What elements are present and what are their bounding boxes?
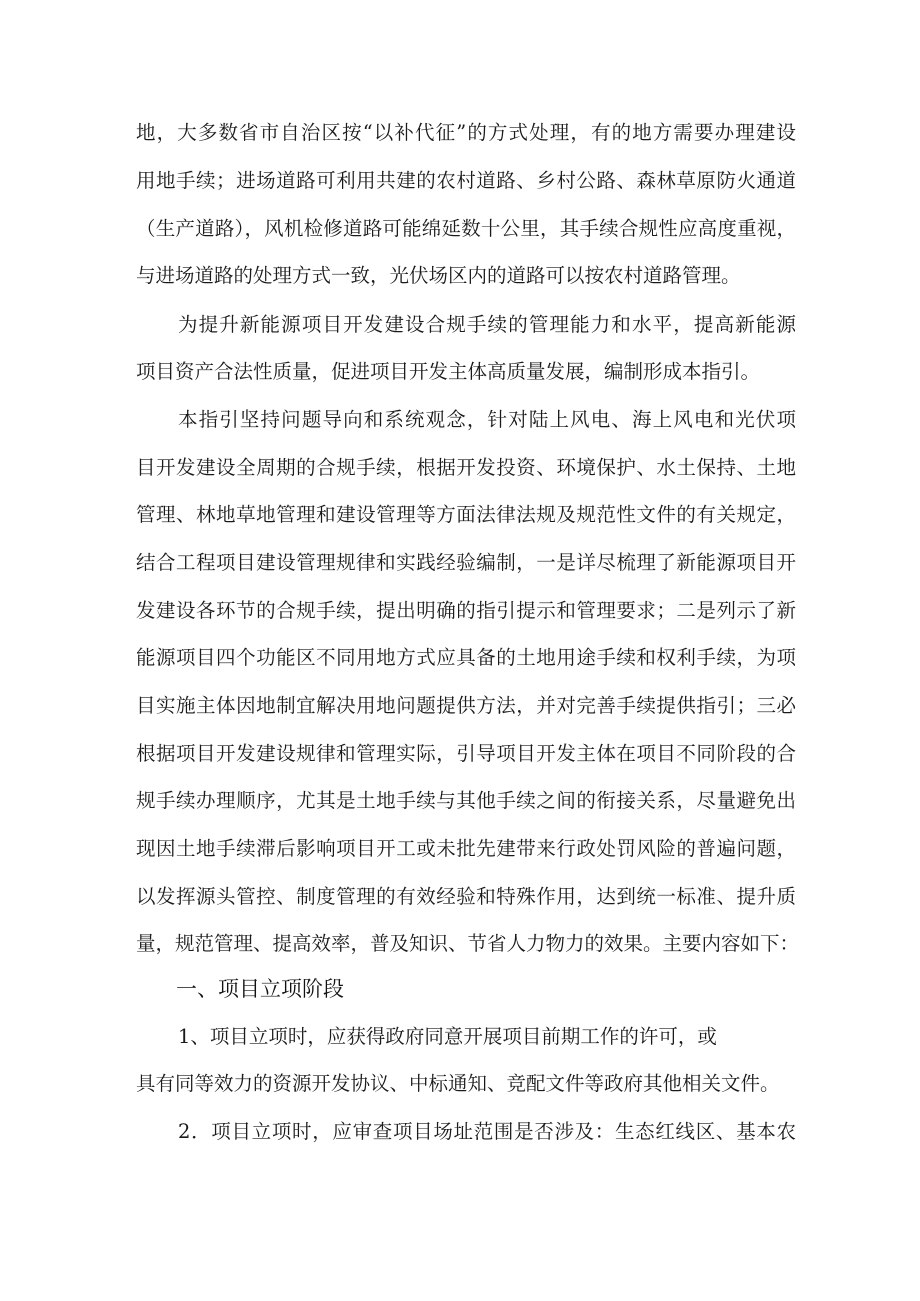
paragraph-line: 目开发建设全周期的合规手续，根据开发投资、环境保护、水土保持、土地 [136,456,796,479]
paragraph-line: 本指引坚持问题导向和系统观念，针对陆上风电、海上风电和光伏项 [178,408,796,431]
paragraph-line: 规手续办理顺序，尤其是土地手续与其他手续之间的衔接关系，尽量避免出 [136,789,796,812]
paragraph-line: 以发挥源头管控、制度管理的有效经验和特殊作用，达到统一标准、提升质 [136,885,796,908]
paragraph-line: 项目资产合法性质量，促进项目开发主体高质量发展，编制形成本指引。 [136,360,761,383]
paragraph-line: 地，大多数省市自治区按“以补代征”的方式处理，有的地方需要办理建设 [136,121,796,144]
paragraph-line: 现因土地手续滞后影响项目开工或未批先建带来行政处罚风险的普遍问题， [136,837,796,860]
paragraph-line: 目实施主体因地制宜解决用地问题提供方法，并对完善手续提供指引；三必 [136,694,796,717]
paragraph-line: 能源项目四个功能区不同用地方式应具备的土地用途手续和权利手续，为项 [136,646,796,669]
paragraph-line: 管理、林地草地管理和建设管理等方面法律法规及规范性文件的有关规定， [136,503,796,526]
paragraph-line: 量，规范管理、提高效率，普及知识、节省人力物力的效果。主要内容如下： [136,932,800,955]
list-item-line: 具有同等效力的资源开发协议、中标通知、竞配文件等政府其他相关文件。 [136,1072,780,1095]
paragraph-line: 与进场道路的处理方式一致，光伏场区内的道路可以按农村道路管理。 [136,264,741,287]
paragraph-line: 用地手续；进场道路可利用共建的农村道路、乡村公路、森林草原防火通道 [136,169,796,192]
section-heading: 一、项目立项阶段 [176,977,344,1001]
paragraph-line: 结合工程项目建设管理规律和实践经验编制，一是详尽梳理了新能源项目开 [136,551,796,574]
list-item-line: 1、项目立项时，应获得政府同意开展项目前期工作的许可，或 [178,1025,717,1048]
paragraph-line: 为提升新能源项目开发建设合规手续的管理能力和水平，提高新能源 [178,313,796,336]
list-item-line: 2．项目立项时，应审查项目场址范围是否涉及：生态红线区、基本农 [178,1120,796,1143]
paragraph-line: 根据项目开发建设规律和管理实际，引导项目开发主体在项目不同阶段的合 [136,742,796,765]
paragraph-line: （生产道路），风机检修道路可能绵延数十公里，其手续合规性应高度重视， [136,217,796,240]
paragraph-line: 发建设各环节的合规手续，提出明确的指引提示和管理要求；二是列示了新 [136,599,796,622]
